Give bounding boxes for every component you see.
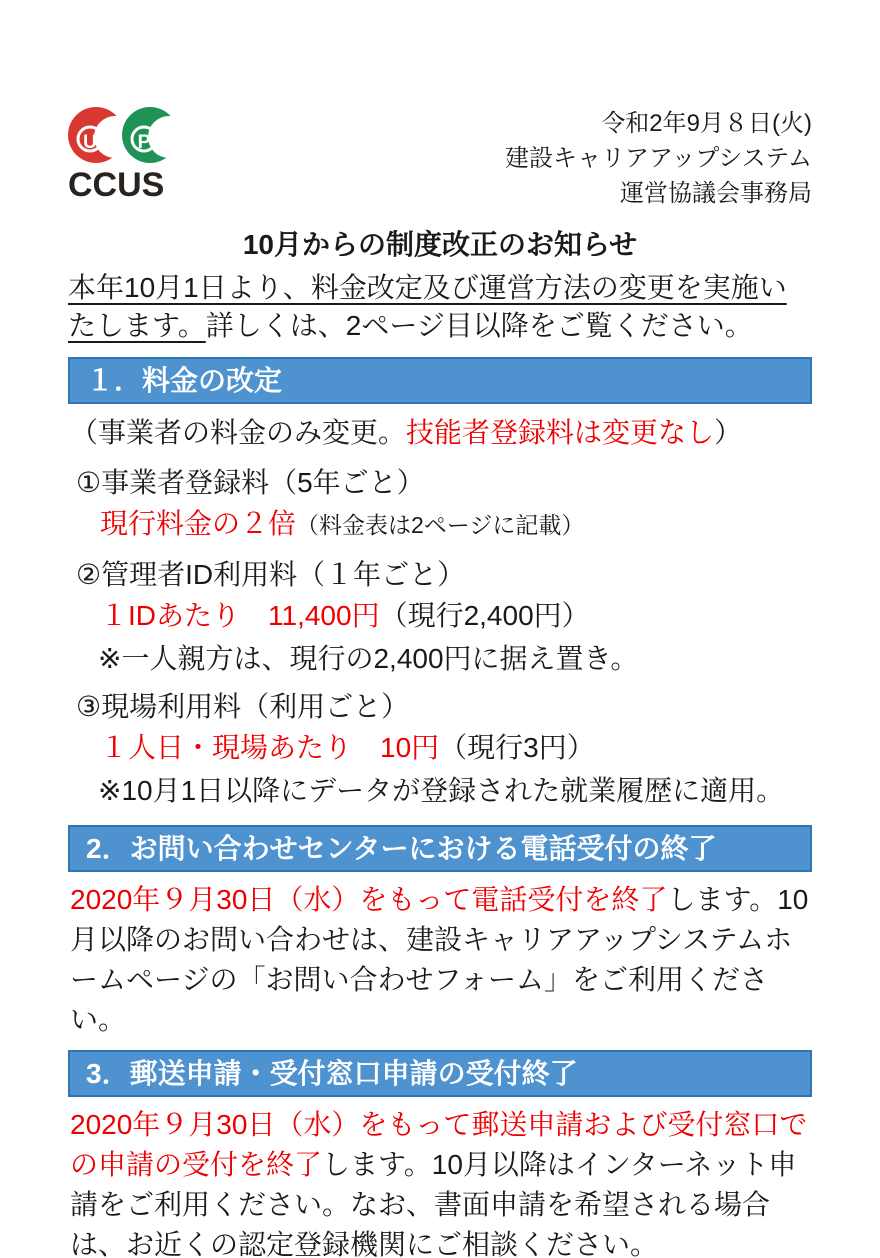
section3-body (70, 1105, 812, 1258)
section2-body-red: 2020年９月30日（水）をもって電話受付を終了 (70, 884, 668, 915)
intro-underlined-text: 本年10月1日より、料金改定及び運営方法の変更を実施いたします。 (68, 272, 787, 341)
svg-text:U: U (83, 132, 97, 153)
ccus-logo-text: CCUS (68, 166, 165, 204)
section1-note-open: （事業者の料金のみ変更。 (70, 417, 407, 448)
fee-item-3 (68, 688, 812, 809)
issuer-block (505, 106, 812, 211)
fee-item-3-old-price: （現行3円） (439, 732, 595, 763)
section2-body-black: します。10月以降のお問い合わせは、建設キャリアアップシステムホームページの「お問い合わせフォーム」をご利用ください。 (70, 884, 809, 1035)
issuer-org-line2: 運営協議会事務局 (620, 180, 812, 207)
fee-item-1 (68, 464, 812, 545)
fee-item-3-value (100, 728, 812, 768)
fee-item-2-value (100, 596, 812, 636)
ccus-logo (68, 104, 188, 202)
fee-item-1-value (100, 504, 812, 545)
svg-text:P: P (137, 132, 151, 153)
page-header (68, 104, 812, 211)
page-title: 10月からの制度改正のお知らせ (242, 229, 638, 260)
section1-heading-bar (68, 357, 812, 404)
ccus-logo-icon (68, 104, 180, 166)
section1-note (70, 413, 812, 453)
fee-item-2 (68, 556, 812, 677)
fee-item-3-remark: ※10月1日以降にデータが登録された就業履歴に適用。 (98, 775, 785, 806)
section1-note-close: ） (714, 417, 743, 448)
section3-body-red: 2020年９月30日（水）をもって郵送申請および受付窓口での申請の受付を終了 (70, 1109, 808, 1180)
fee-item-2-label: ②管理者ID利用料（１年ごと） (76, 559, 466, 590)
intro-rest-text: 詳しくは、2ページ目以降をご覧ください。 (205, 310, 753, 341)
section3-heading: 3．郵送申請・受付窓口申請の受付終了 (86, 1058, 578, 1089)
section3-heading-bar (68, 1050, 812, 1097)
fee-item-1-note: （料金表は2ページに記載） (296, 512, 585, 538)
section1-note-red: 技能者登録料は変更なし (406, 417, 715, 448)
fee-item-1-new-price: 現行料金の２倍 (100, 508, 297, 539)
fee-item-3-new-price: １人日・現場あたり 10円 (100, 732, 440, 763)
fee-item-2-old-price: （現行2,400円） (379, 600, 590, 631)
issue-date: 令和2年9月８日(火) (601, 110, 812, 137)
section1-heading: １．料金の改定 (86, 365, 283, 396)
issuer-org-line1: 建設キャリアアップシステム (505, 145, 812, 172)
fee-item-3-label: ③現場利用料（利用ごと） (76, 691, 410, 722)
fee-item-2-new-price: １IDあたり 11,400円 (100, 600, 380, 631)
section3-body-black: します。10月以降はインターネット申請をご利用ください。なお、書面申請を希望される場合は、お近くの認定登録機関にご相談ください。 (70, 1149, 797, 1258)
section2-body (70, 880, 812, 1040)
section2-heading: 2．お問い合わせセンターにおける電話受付の終了 (86, 833, 717, 864)
section2-heading-bar (68, 825, 812, 872)
fee-item-2-remark: ※一人親方は、現行の2,400円に据え置き。 (98, 643, 639, 674)
fee-item-1-label: ①事業者登録料（5年ごと） (76, 467, 425, 498)
intro-paragraph (68, 269, 812, 345)
ccus-crescents-icon (68, 104, 180, 166)
